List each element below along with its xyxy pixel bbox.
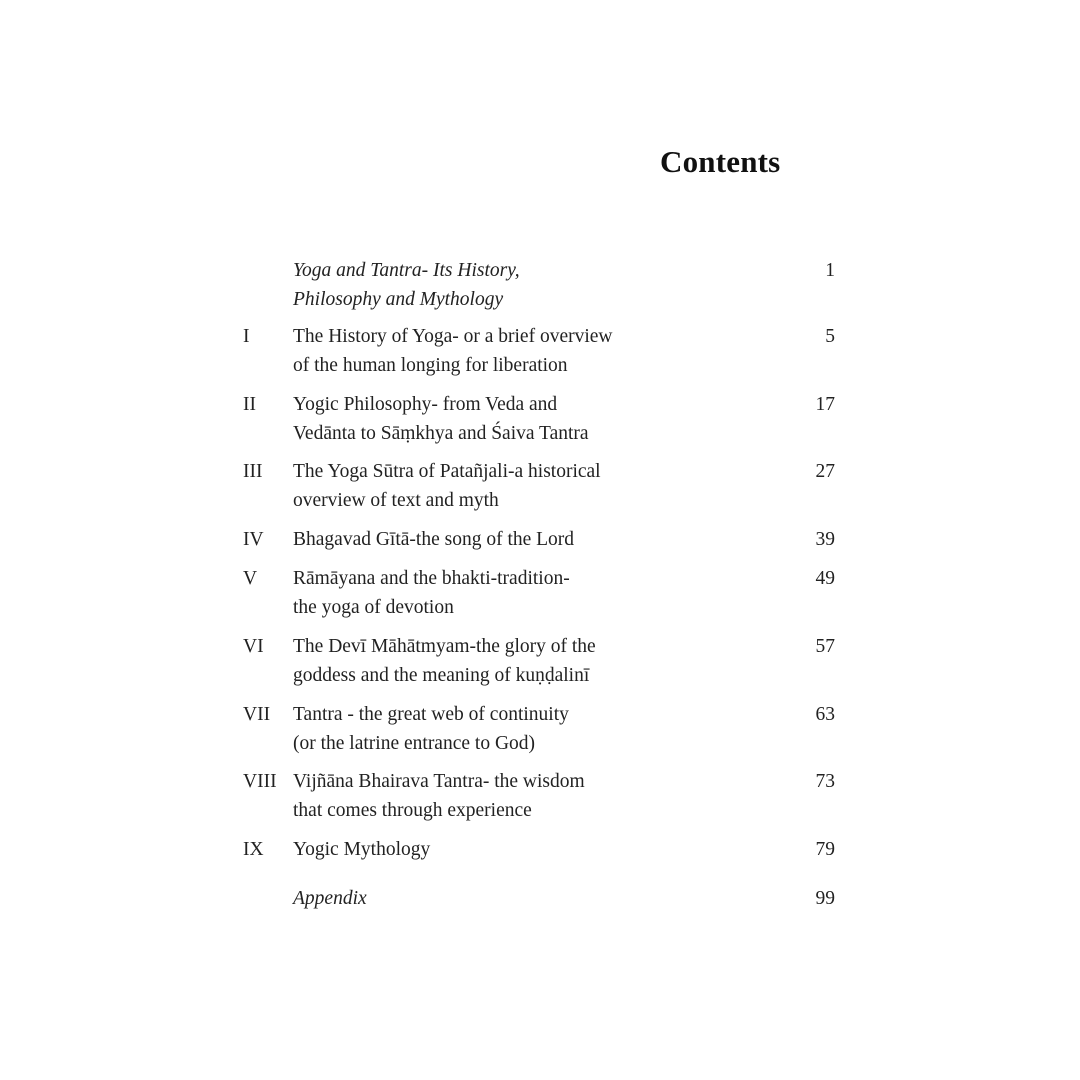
chapter-title-line: the yoga of devotion bbox=[293, 597, 454, 618]
chapter-numeral: V bbox=[243, 568, 258, 589]
chapter-title-line: Vijñāna Bhairava Tantra- the wisdom bbox=[293, 771, 585, 792]
page-number: 17 bbox=[815, 394, 835, 415]
chapter-title-line: The History of Yoga- or a brief overview bbox=[293, 326, 613, 347]
page-number: 5 bbox=[825, 326, 835, 347]
chapter-title bbox=[293, 256, 763, 314]
chapter-numeral: VIII bbox=[243, 771, 277, 792]
page-number: 73 bbox=[815, 771, 835, 792]
page-number: 57 bbox=[815, 636, 835, 657]
chapter-title bbox=[293, 700, 763, 758]
chapter-title-line: goddess and the meaning of kuṇḍalinī bbox=[293, 665, 590, 686]
chapter-title-line: Vedānta to Sāṃkhya and Śaiva Tantra bbox=[293, 423, 589, 444]
chapter-title bbox=[293, 322, 763, 380]
chapter-numeral: IX bbox=[243, 839, 264, 860]
chapter-title bbox=[293, 564, 763, 622]
chapter-title-line: The Devī Māhātmyam-the glory of the bbox=[293, 636, 596, 657]
chapter-title-line: of the human longing for liberation bbox=[293, 355, 568, 376]
chapter-title-line: Appendix bbox=[293, 888, 367, 909]
chapter-title-line: The Yoga Sūtra of Patañjali-a historical bbox=[293, 461, 601, 482]
chapter-numeral: II bbox=[243, 394, 256, 415]
chapter-numeral: I bbox=[243, 326, 250, 347]
chapter-numeral: VII bbox=[243, 704, 271, 725]
chapter-title bbox=[293, 767, 763, 825]
page-number: 1 bbox=[825, 260, 835, 281]
chapter-title-line: Yogic Mythology bbox=[293, 839, 431, 860]
chapter-title-line: overview of text and myth bbox=[293, 490, 499, 511]
chapter-title bbox=[293, 457, 763, 515]
chapter-title bbox=[293, 390, 763, 448]
chapter-title bbox=[293, 525, 763, 554]
chapter-title-line: (or the latrine entrance to God) bbox=[293, 733, 536, 754]
page-number: 99 bbox=[815, 888, 835, 909]
chapter-title bbox=[293, 884, 763, 913]
page-number: 49 bbox=[815, 568, 835, 589]
page-title: Contents bbox=[660, 144, 781, 179]
chapter-title-line: Bhagavad Gītā-the song of the Lord bbox=[293, 529, 575, 550]
chapter-title bbox=[293, 632, 763, 690]
chapter-title-line: Yoga and Tantra- Its History, bbox=[293, 260, 520, 281]
chapter-title-line: Tantra - the great web of continuity bbox=[293, 704, 569, 725]
page-number: 79 bbox=[815, 839, 835, 860]
page-number: 27 bbox=[815, 461, 835, 482]
chapter-title-line: Philosophy and Mythology bbox=[293, 289, 504, 310]
chapter-numeral: III bbox=[243, 461, 263, 482]
page-number: 39 bbox=[815, 529, 835, 550]
chapter-title-line: that comes through experience bbox=[293, 800, 532, 821]
chapter-title bbox=[293, 835, 763, 864]
chapter-title-line: Rāmāyana and the bhakti-tradition- bbox=[293, 568, 570, 589]
page-number: 63 bbox=[815, 704, 835, 725]
chapter-title-line: Yogic Philosophy- from Veda and bbox=[293, 394, 558, 415]
chapter-numeral: IV bbox=[243, 529, 264, 550]
chapter-numeral: VI bbox=[243, 636, 264, 657]
